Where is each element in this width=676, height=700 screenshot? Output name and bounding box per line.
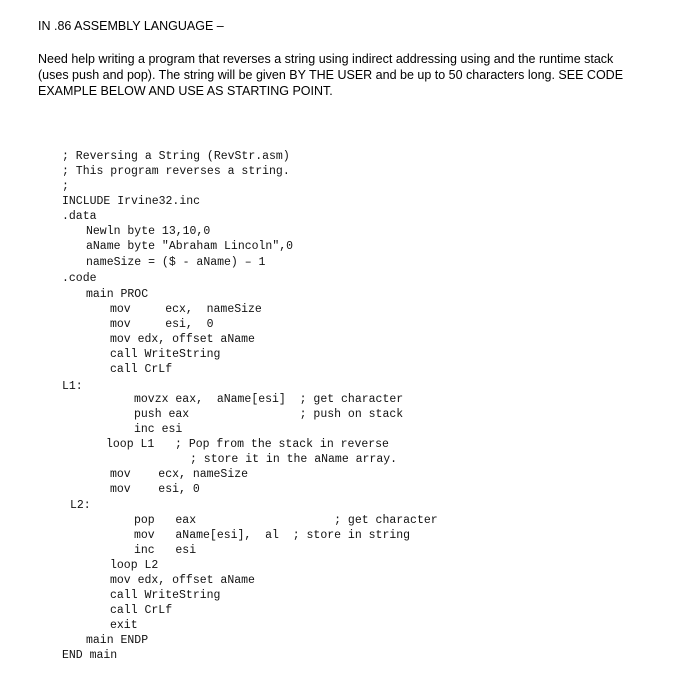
- code-label: L2:: [70, 499, 91, 512]
- code-line: call CrLf: [110, 604, 173, 617]
- heading: IN .86 ASSEMBLY LANGUAGE –: [38, 19, 224, 33]
- code-line: call WriteString: [110, 589, 221, 602]
- code-line: loop L1 ; Pop from the stack in reverse: [106, 438, 389, 451]
- code-line: mov esi, 0: [110, 483, 200, 496]
- code-line: inc esi: [134, 423, 183, 436]
- code-line: push eax ; push on stack: [134, 408, 404, 421]
- code-line: ;: [62, 180, 69, 193]
- code-label: L1:: [62, 380, 83, 393]
- code-line: Newln byte 13,10,0: [86, 225, 211, 238]
- code-line: .code: [62, 272, 97, 285]
- code-line: ; Reversing a String (RevStr.asm): [62, 150, 290, 163]
- code-line: loop L2: [110, 559, 159, 572]
- code-line: mov aName[esi], al ; store in string: [134, 529, 411, 542]
- code-line: nameSize = ($ - aName) – 1: [86, 256, 266, 269]
- question-line: Need help writing a program that reverses a string using indirect addressing using and the runtime stack: [38, 52, 614, 66]
- code-line: pop eax ; get character: [134, 514, 438, 527]
- code-line: inc esi: [134, 544, 197, 557]
- code-line: call WriteString: [110, 348, 221, 361]
- code-line: ; This program reverses a string.: [62, 165, 290, 178]
- code-line: mov ecx, nameSize: [110, 468, 249, 481]
- code-line: exit: [110, 619, 138, 632]
- question-line: (uses push and pop). The string will be given BY THE USER and be up to 50 characters long. SEE CODE: [38, 68, 624, 82]
- code-line: aName byte "Abraham Lincoln",0: [86, 240, 294, 253]
- code-line: mov edx, offset aName: [110, 574, 255, 587]
- code-line: main PROC: [86, 288, 149, 301]
- code-line: mov edx, offset aName: [110, 333, 255, 346]
- code-line: mov ecx, nameSize: [110, 303, 262, 316]
- code-line: .data: [62, 210, 97, 223]
- code-line: ; store it in the aName array.: [190, 453, 398, 466]
- code-line: END main: [62, 649, 118, 662]
- code-line: call CrLf: [110, 363, 173, 376]
- code-line: INCLUDE Irvine32.inc: [62, 195, 201, 208]
- question-line: EXAMPLE BELOW AND USE AS STARTING POINT.: [38, 84, 333, 98]
- code-line: main ENDP: [86, 634, 149, 647]
- code-line: mov esi, 0: [110, 318, 214, 331]
- code-line: movzx eax, aName[esi] ; get character: [134, 393, 404, 406]
